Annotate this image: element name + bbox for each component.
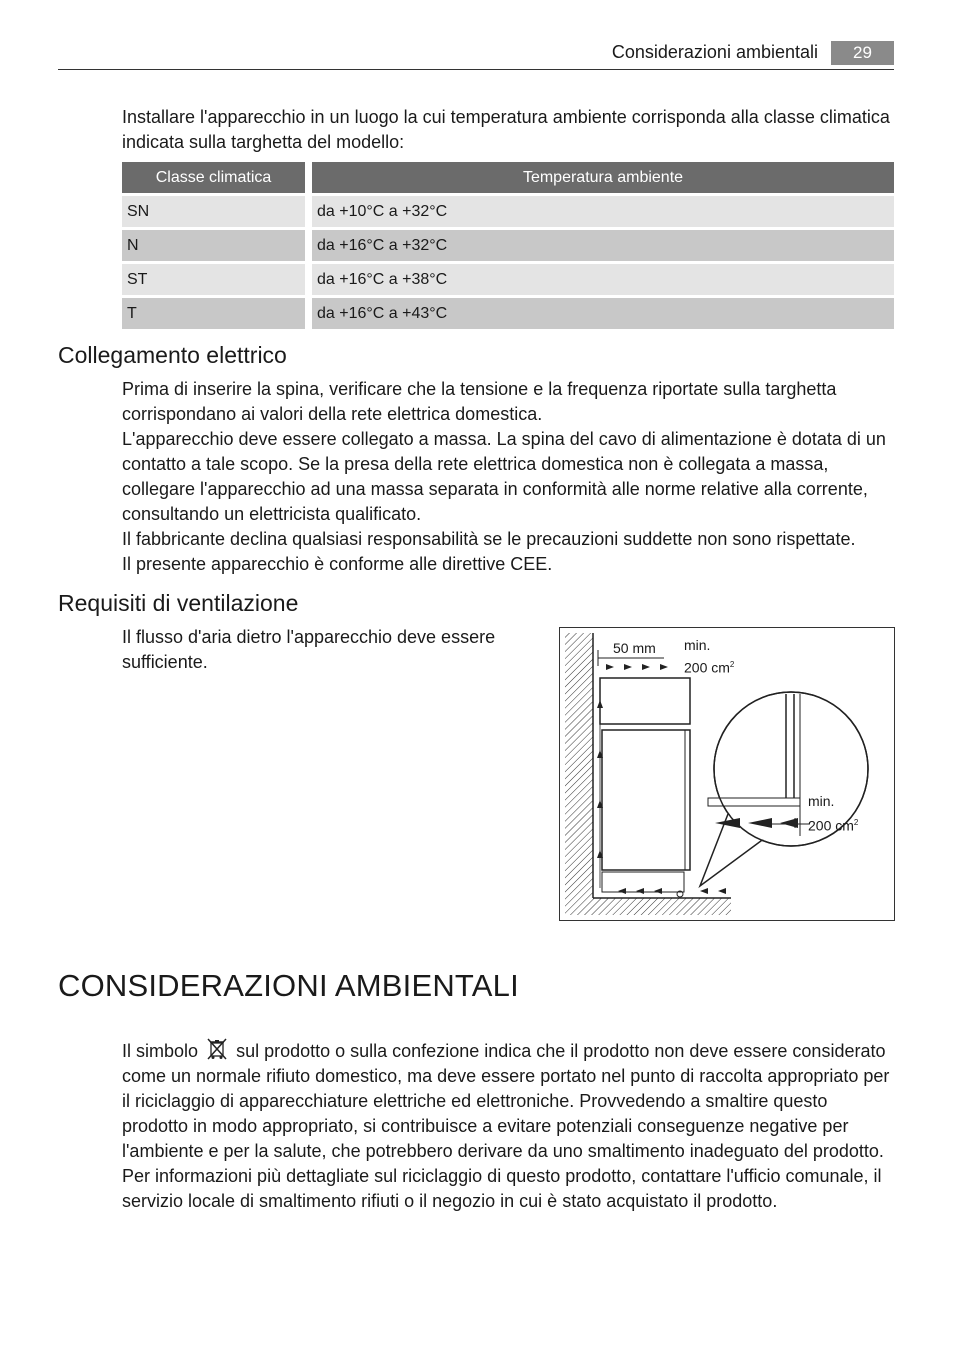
top-area-label bbox=[684, 656, 734, 677]
table-cell-range: da +16°C a +32°C bbox=[312, 227, 894, 261]
electrical-paragraph: Il fabbricante declina qualsiasi responsabilità se le precauzioni suddette non sono rispettate. bbox=[122, 529, 856, 549]
table-cell-class: T bbox=[122, 295, 312, 329]
crossed-out-wheelie-bin-icon bbox=[206, 1038, 228, 1060]
table-row bbox=[122, 261, 894, 295]
electrical-body bbox=[122, 377, 898, 577]
wall-hatching bbox=[565, 633, 593, 915]
climate-class-table bbox=[122, 162, 894, 329]
table-cell-range: da +10°C a +32°C bbox=[312, 193, 894, 227]
table-header-row bbox=[122, 162, 894, 193]
electrical-heading: Collegamento elettrico bbox=[58, 342, 287, 368]
top-min-label: min. bbox=[684, 637, 711, 653]
table-row bbox=[122, 295, 894, 329]
bottom-area-label bbox=[808, 814, 858, 835]
table-row bbox=[122, 193, 894, 227]
environment-heading: CONSIDERAZIONI AMBIENTALI bbox=[58, 968, 519, 1003]
intro-paragraph: Installare l'apparecchio in un luogo la cui temperatura ambiente corrisponda alla classe climatica indicata sulla targhetta del modello: bbox=[122, 107, 890, 152]
table-cell-class: SN bbox=[122, 193, 312, 227]
table-header-temperature: Temperatura ambiente bbox=[312, 162, 894, 193]
environment-text-body: sul prodotto o sulla confezione indica che il prodotto non deve essere considerato come un normale rifiuto domestico, ma deve essere portato nel punto di raccolta appropriato per il riciclaggio di apparecchiature elettriche ed elettroniche. Provvedendo a smaltire questo prodotto in modo appropriato, si contribuisce a evitare potenziali conseguenze negative per l'ambiente e per la salute, che potrebbero derivare da uno smaltimento inadeguato del prodotto. Per informazioni più dettagliate sul riciclaggio di questo prodotto, contattare l'ufficio comunale, il servizio locale di smaltimento rifiuti o il negozio in cui è stato acquistato il prodotto. bbox=[122, 1041, 890, 1211]
gap-label: 50 mm bbox=[613, 640, 656, 656]
electrical-paragraph: L'apparecchio deve essere collegato a massa. La spina del cavo di alimentazione è dotata di un contatto a tale scopo. Se la presa della rete elettrica domestica non è collegata a massa, collegare l'apparecchio ad una massa separata in conformità alle norme relative alla corrente, consultando un elettricista qualificato. bbox=[122, 429, 886, 524]
electrical-paragraph: Il presente apparecchio è conforme alle direttive CEE. bbox=[122, 554, 553, 574]
ventilation-diagram bbox=[559, 627, 895, 921]
header-section-title: Considerazioni ambientali bbox=[611, 42, 818, 62]
appliance-body bbox=[602, 730, 690, 870]
bottom-area-superscript: 2 bbox=[853, 818, 859, 827]
table-row bbox=[122, 227, 894, 261]
table-cell-class: N bbox=[122, 227, 312, 261]
top-area-value: 200 cm bbox=[684, 659, 730, 676]
table-cell-range: da +16°C a +38°C bbox=[312, 261, 894, 295]
bottom-min-label: min. bbox=[808, 793, 835, 809]
page-number: 29 bbox=[831, 41, 894, 65]
table-header-class: Classe climatica bbox=[122, 162, 312, 193]
environment-text-lead: Il simbolo bbox=[122, 1041, 199, 1061]
table-cell-class: ST bbox=[122, 261, 312, 295]
floor-hatching bbox=[593, 898, 731, 915]
ventilation-heading: Requisiti di ventilazione bbox=[58, 590, 299, 616]
top-area-superscript: 2 bbox=[729, 660, 735, 669]
header-rule bbox=[58, 69, 894, 70]
environment-paragraph bbox=[122, 1038, 898, 1214]
electrical-paragraph: Prima di inserire la spina, verificare che la tensione e la frequenza riportate sulla targhetta corrispondano ai valori della rete elettrica domestica. bbox=[122, 379, 837, 424]
upper-cabinet bbox=[600, 678, 690, 724]
table-cell-range: da +16°C a +43°C bbox=[312, 295, 894, 329]
bottom-area-value: 200 cm bbox=[808, 817, 854, 834]
ventilation-paragraph: Il flusso d'aria dietro l'apparecchio deve essere sufficiente. bbox=[122, 627, 496, 672]
